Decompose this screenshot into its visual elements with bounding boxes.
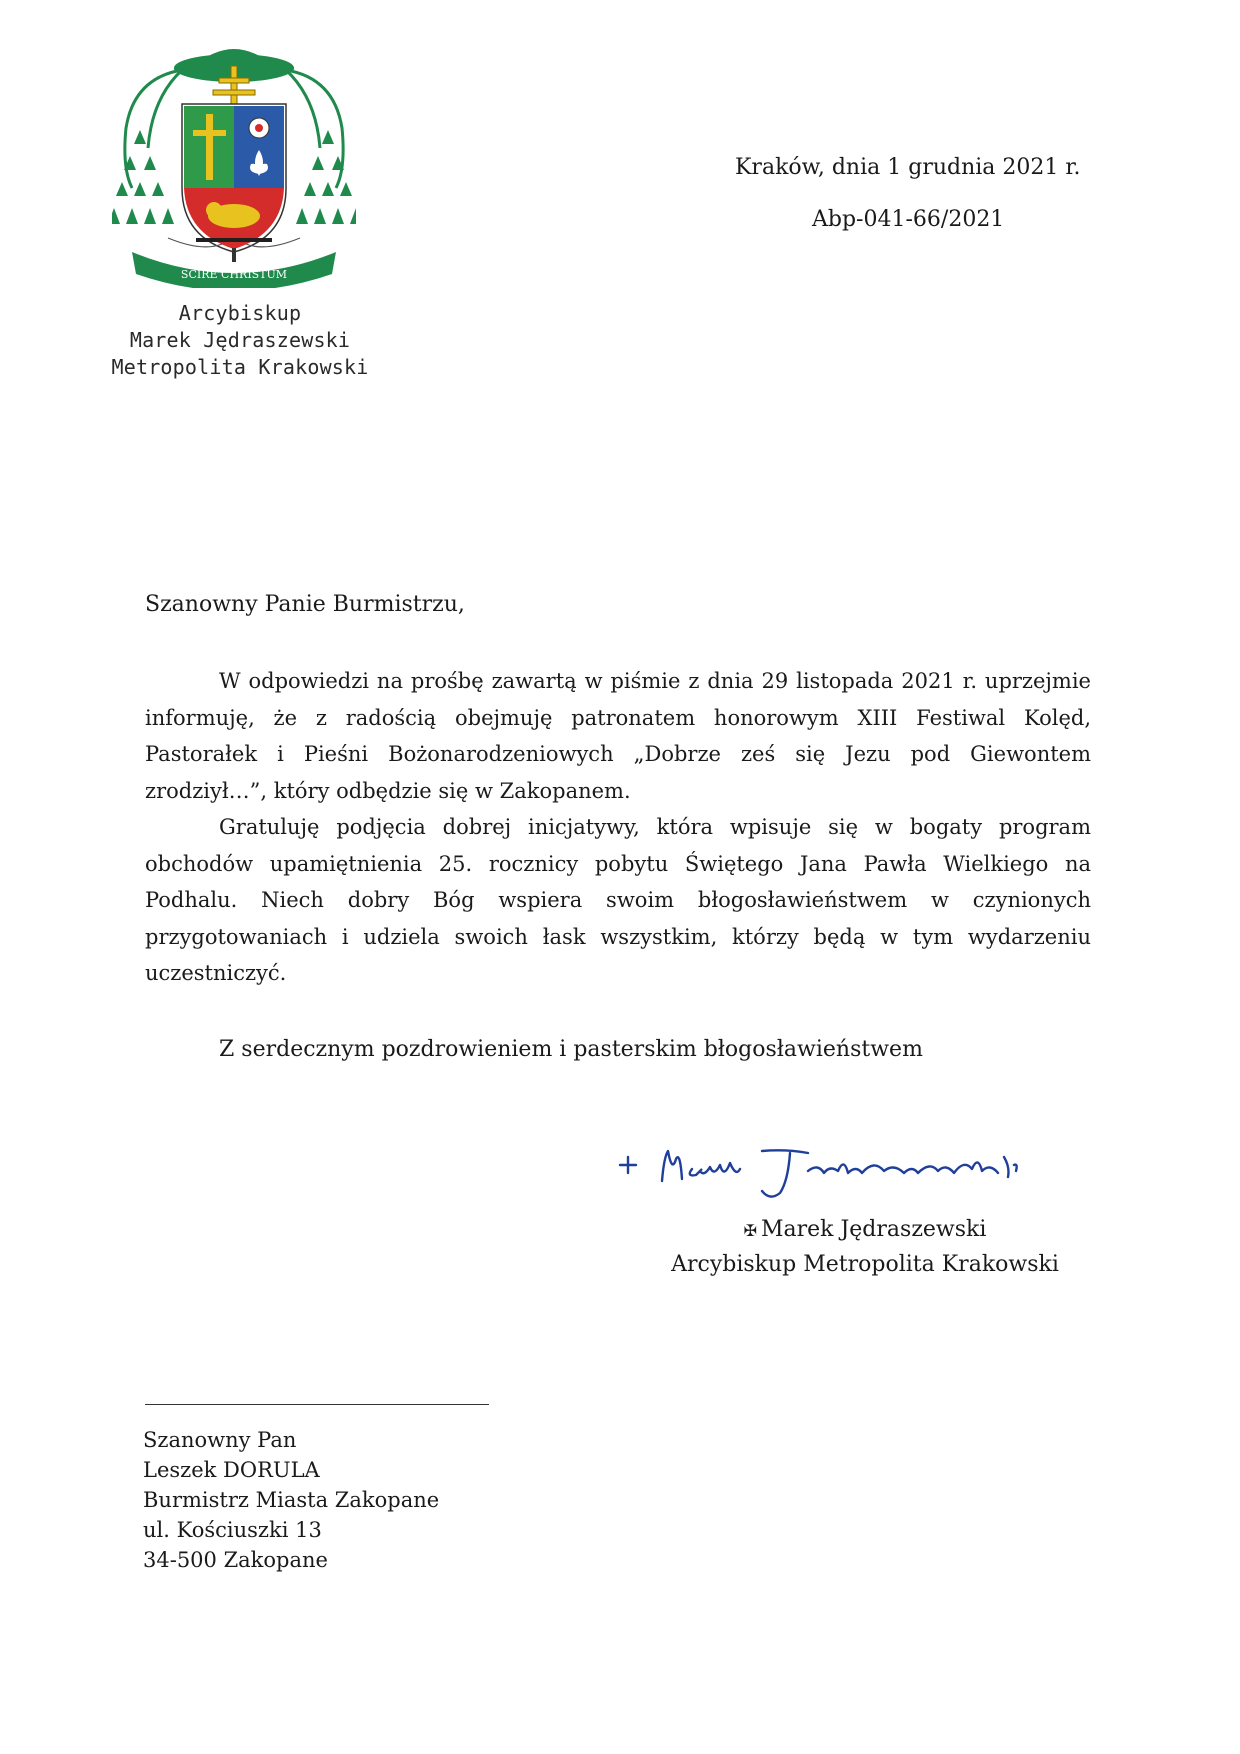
closing-line: Z serdecznym pozdrowieniem i pasterskim błogosławieństwem	[219, 1037, 923, 1062]
sender-block	[80, 300, 400, 381]
address-line: Szanowny Pan	[143, 1428, 297, 1452]
address-line: ul. Kościuszki 13	[143, 1518, 322, 1542]
sender-line: Arcybiskup	[178, 301, 302, 325]
tassel-cluster-left	[112, 130, 174, 224]
tassels-left-icon	[125, 70, 182, 188]
sender-line: Marek Jędraszewski	[129, 328, 351, 352]
divider	[145, 1404, 489, 1405]
tassel-cluster-right	[296, 130, 356, 224]
body-paragraph: W odpowiedzi na prośbę zawartą w piśmie z dnia 29 listopada 2021 r. uprzejmie informuję, że z radością obejmuję patronatem honorowym XIII Festiwal Kolęd, Pastorałek i Pieśni Bożonarodzeniowych „Dobrze ześ się Jezu pod Giewontem zrodziył…”, który odbędzie się w Zakopanem.	[145, 669, 1091, 803]
motto-text: SCIRE CHRISTUM	[180, 268, 288, 281]
body-paragraph: Gratuluję podjęcia dobrej inicjatywy, która wpisuje się w bogaty program obchodów upamiętnienia 25. rocznicy pobytu Świętego Jana Pawła Wielkiego na Podhalu. Niech dobry Bóg wspiera swoim błogosławieństwem w czynionych przygotowaniach i udziela swoich łask wszystkim, którzy będą w tym wydarzeniu uczestniczyć.	[145, 815, 1091, 985]
coat-of-arms	[112, 38, 356, 288]
signer-block	[655, 1213, 1075, 1282]
letter-date: Kraków, dnia 1 grudnia 2021 r.	[735, 155, 1081, 180]
shield-icon	[182, 104, 286, 252]
signer-name-line	[655, 1213, 1075, 1248]
recipient-address	[143, 1425, 439, 1575]
signer-name: Marek Jędraszewski	[760, 1217, 987, 1242]
reference-number: Abp-041-66/2021	[812, 207, 1005, 232]
address-line: Burmistrz Miasta Zakopane	[143, 1488, 440, 1512]
address-line: 34-500 Zakopane	[143, 1548, 328, 1572]
handwritten-signature	[612, 1137, 1067, 1207]
sender-line: Metropolita Krakowski	[111, 355, 369, 379]
cross-icon: ✠	[743, 1221, 757, 1240]
letter-body	[145, 663, 1091, 992]
address-line: Leszek DORULA	[143, 1458, 320, 1482]
tassels-right-icon	[286, 70, 343, 188]
salutation: Szanowny Panie Burmistrzu,	[145, 592, 465, 617]
signer-title: Arcybiskup Metropolita Krakowski	[671, 1252, 1059, 1277]
